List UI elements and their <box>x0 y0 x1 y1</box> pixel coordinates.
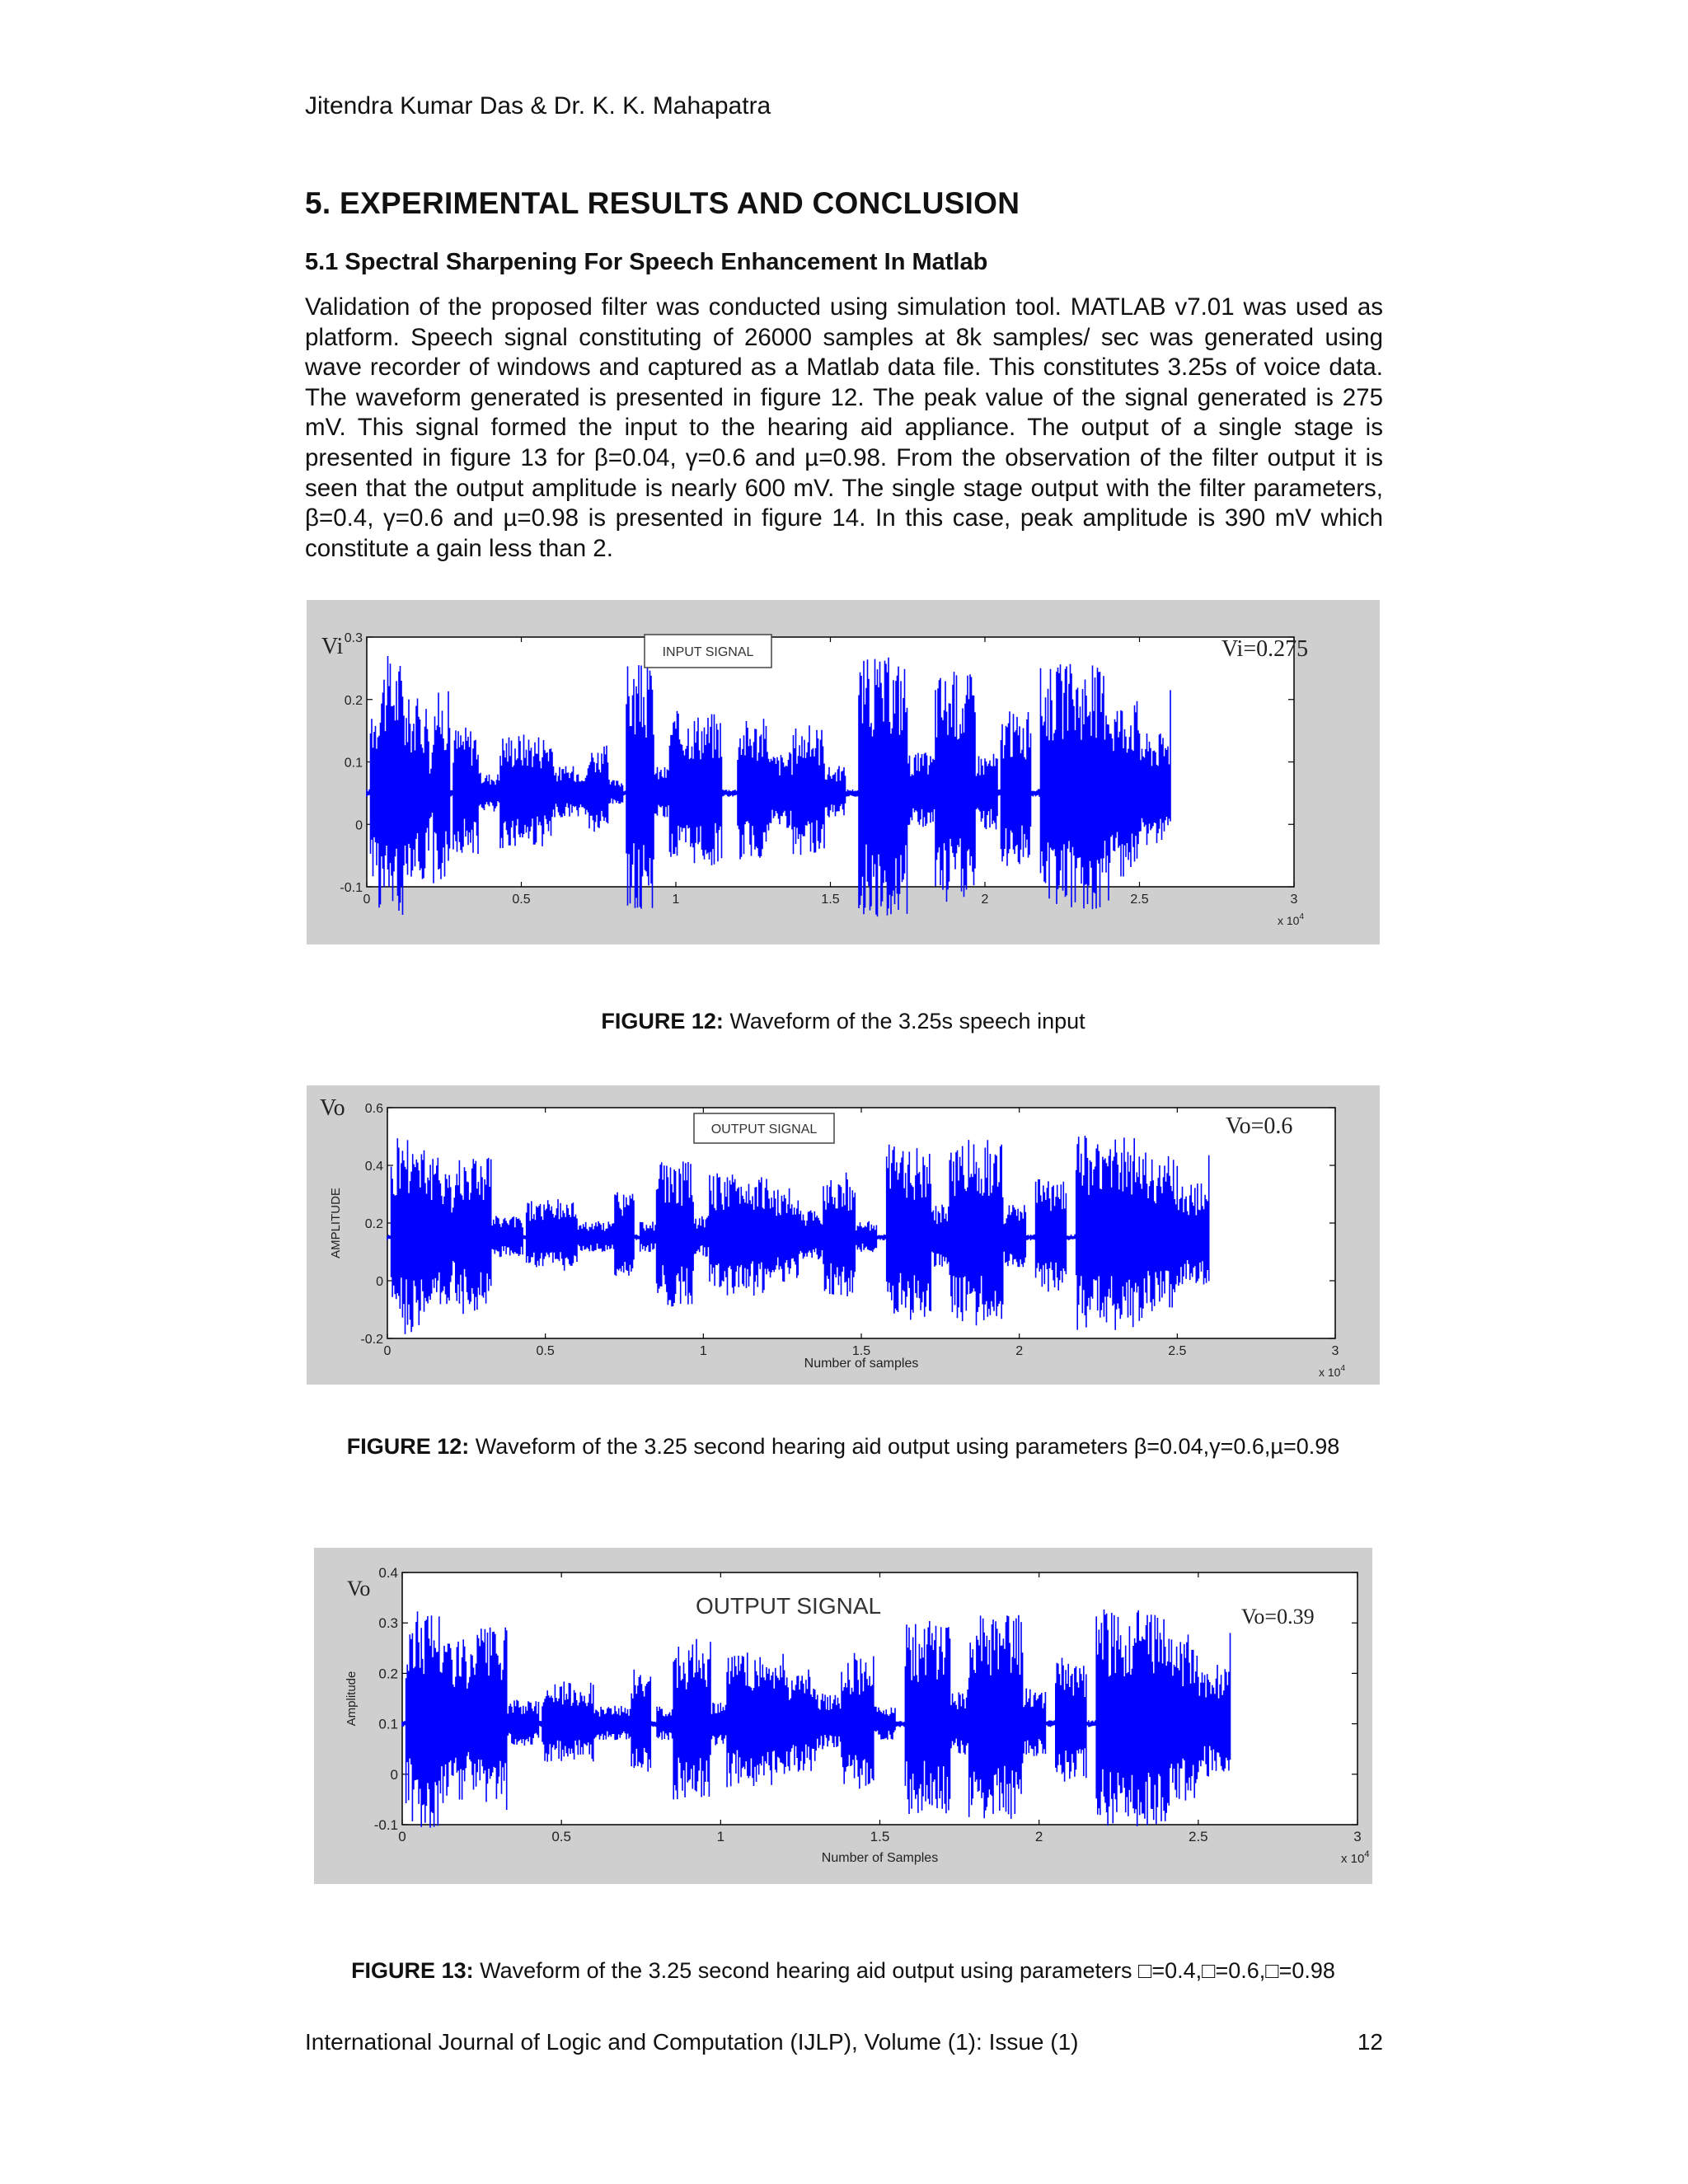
peak-annotation: Vo=0.6 <box>1226 1113 1293 1139</box>
y-tick-label: 0.4 <box>364 1160 383 1174</box>
y-tick-label: 0.2 <box>378 1666 398 1682</box>
y-tick-label: -0.2 <box>360 1333 383 1347</box>
x-exponent: 4 <box>1364 1849 1370 1859</box>
caption-label: FIGURE 12: <box>346 1434 470 1459</box>
section-title: 5. EXPERIMENTAL RESULTS AND CONCLUSION <box>305 186 1020 220</box>
x-tick-label: 1 <box>672 893 680 907</box>
journal-footer: International Journal of Logic and Computation (IJLP), Volume (1): Issue (1) <box>305 2029 1079 2055</box>
x-tick-label: 1 <box>716 1829 725 1844</box>
chart-output-signal-1 <box>307 1085 1380 1385</box>
x-tick-label: 2 <box>981 893 989 907</box>
chart-input-signal <box>307 600 1380 944</box>
y-tick-label: 0.6 <box>364 1102 383 1116</box>
y-tick-label: -0.1 <box>340 881 363 895</box>
caption-text: Waveform of the 3.25 second hearing aid output using parameters □=0.4,□=0.6,□=0.98 <box>473 1958 1335 1983</box>
chart-title: INPUT SIGNAL <box>662 645 754 659</box>
figure-caption-1 <box>307 1009 1380 1034</box>
caption-label: FIGURE 13: <box>351 1958 474 1983</box>
chart-output-signal-2 <box>314 1548 1372 1884</box>
y-tick-label: 0 <box>376 1275 383 1289</box>
x-tick-label: 2.5 <box>1130 893 1149 907</box>
figure-caption-2 <box>307 1434 1380 1460</box>
y-side-label: Vo <box>320 1095 345 1121</box>
x-tick-label: 2 <box>1034 1829 1043 1844</box>
body-paragraph: Validation of the proposed filter was conducted using simulation tool. MATLAB v7.01 was used as platform. Speech signal constituting of 26000 samples at 8k samples/ sec was generated using wave recorder of windows and captured as a Matlab data file. This constitutes 3.25s of voice data. The waveform generated is presented in figure 12. The peak value of the signal generated is 275 mV. This signal formed the input to the hearing aid appliance. The output of a single stage is presented in figure 13 for β=0.04, γ=0.6 and µ=0.98. From the observation of the filter output it is seen that the output amplitude is nearly 600 mV. The single stage output with the filter parameters, β=0.4, γ=0.6 and µ=0.98 is presented in figure 14. In this case, peak amplitude is 390 mV which constitute a gain less than 2. <box>305 293 1383 562</box>
y-axis-label: AMPLITUDE <box>329 1188 343 1258</box>
x-exponent-label: x $10^4$ <box>1319 1364 1346 1379</box>
y-tick-label: -0.1 <box>373 1817 398 1833</box>
x-tick-label: 3 <box>1331 1344 1339 1358</box>
x-tick-label: 1.5 <box>821 893 840 907</box>
page-number: 12 <box>1357 2029 1383 2055</box>
x-axis-label: Number of Samples <box>821 1851 939 1865</box>
x-tick-label: 0.5 <box>512 893 531 907</box>
running-header: Jitendra Kumar Das & Dr. K. K. Mahapatra <box>305 92 771 120</box>
x-tick-label: 1.5 <box>851 1344 871 1358</box>
figure-caption-3 <box>307 1958 1380 1984</box>
x-tick-label: 0 <box>398 1829 406 1844</box>
x-exponent: 4 <box>1299 912 1305 921</box>
y-tick-label: 0.2 <box>364 1217 383 1231</box>
x-tick-label: 2 <box>1015 1344 1024 1358</box>
x-tick-label: 2.5 <box>1189 1829 1208 1844</box>
y-tick-label: 0.1 <box>344 756 363 771</box>
subsection-title: 5.1 Spectral Sharpening For Speech Enhancement In Matlab <box>305 249 988 275</box>
x-tick-label: 3 <box>1290 893 1298 907</box>
caption-text: Waveform of the 3.25s speech input <box>723 1009 1085 1033</box>
x-tick-label: 0 <box>363 893 371 907</box>
x-exponent-label: x $10^4$ <box>1341 1849 1370 1866</box>
y-tick-label: 0.1 <box>378 1716 398 1732</box>
x-exponent-label: x $10^4$ <box>1278 912 1305 927</box>
y-tick-label: 0.4 <box>378 1565 398 1581</box>
figure-output-signal-2 <box>314 1548 1372 1884</box>
x-tick-label: 3 <box>1353 1829 1362 1844</box>
x-tick-label: 0.5 <box>536 1344 555 1358</box>
y-tick-label: 0 <box>355 818 363 833</box>
y-tick-label: 0.2 <box>344 693 363 708</box>
peak-annotation: Vo=0.39 <box>1241 1605 1315 1629</box>
x-tick-label: 0.5 <box>551 1829 571 1844</box>
x-exponent: 4 <box>1340 1364 1346 1373</box>
chart-title: OUTPUT SIGNAL <box>696 1593 882 1619</box>
y-tick-label: 0.3 <box>378 1615 398 1632</box>
x-tick-label: 2.5 <box>1168 1344 1187 1358</box>
y-tick-label: 0 <box>390 1766 398 1783</box>
x-tick-label: 1 <box>699 1344 707 1358</box>
y-tick-label: 0.3 <box>344 631 363 645</box>
chart-title: OUTPUT SIGNAL <box>710 1122 818 1137</box>
figure-input-signal <box>307 600 1380 944</box>
caption-label: FIGURE 12: <box>601 1009 724 1033</box>
x-axis-label: Number of samples <box>804 1357 919 1371</box>
x-tick-label: 1.5 <box>870 1829 890 1844</box>
caption-text: Waveform of the 3.25 second hearing aid output using parameters β=0.04,γ=0.6,µ=0.98 <box>469 1434 1340 1459</box>
figure-output-signal-1 <box>307 1085 1380 1385</box>
x-tick-label: 0 <box>383 1344 392 1358</box>
peak-annotation: Vi=0.275 <box>1221 636 1309 662</box>
y-axis-label: Amplitude <box>345 1671 359 1727</box>
y-side-label: Vi <box>321 634 344 659</box>
y-side-label: Vo <box>347 1577 371 1601</box>
